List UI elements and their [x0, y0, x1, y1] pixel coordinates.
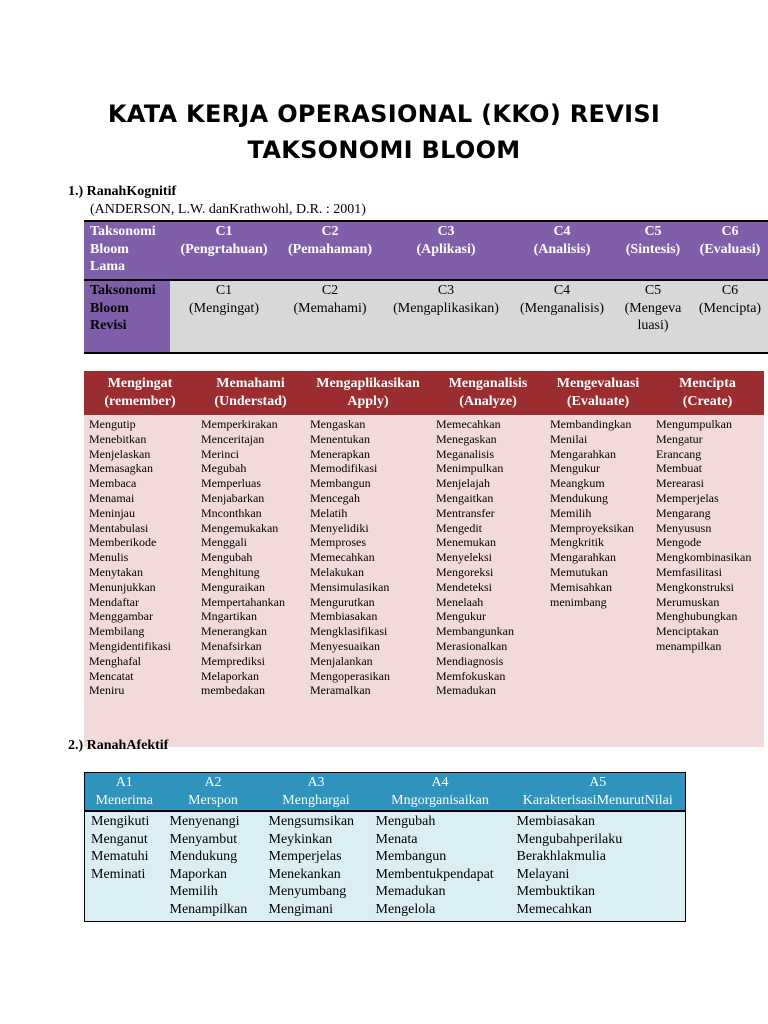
- list-item: Mengaskan: [310, 417, 366, 431]
- list-item: Menjalankan: [310, 653, 373, 668]
- list-item: menampilkan: [656, 638, 722, 653]
- list-item: Menghubungkan: [656, 609, 738, 624]
- revised-c6-cell: C6 (Mencipta): [692, 280, 768, 353]
- column-header-mencipta: Mencipta (Create): [651, 371, 764, 415]
- list-item: Berakhlakmulia: [516, 849, 606, 865]
- list-item: Menyambut: [169, 831, 238, 847]
- list-item: Menilai: [550, 431, 588, 446]
- section-2-heading: 2.) RanahAfektif: [68, 738, 169, 753]
- list-item: Memproyeksikan: [550, 520, 634, 535]
- list-item: Memadukan: [375, 884, 446, 900]
- list-item: Menyususn: [656, 520, 712, 535]
- section-1-citation: (ANDERSON, L.W. danKrathwohl, D.R. : 2001): [90, 202, 366, 217]
- list-item: Meangkum: [550, 476, 605, 491]
- list-item: Menerapkan: [310, 446, 370, 461]
- list-item: Melayani: [516, 866, 570, 882]
- list-item: Mengubah: [201, 550, 253, 565]
- revised-c5-cell: C5 (Mengeva luasi): [614, 280, 692, 353]
- list-item: Meninjau: [89, 505, 135, 520]
- list-item: Mengkritik: [550, 535, 604, 550]
- list-item: Megubah: [201, 461, 247, 476]
- list-item: Menemukan: [436, 535, 496, 550]
- list-item: Mengsumsikan: [268, 814, 355, 829]
- list-item: Mnconthkan: [201, 505, 262, 520]
- title-line-2: TAKSONOMI BLOOM: [247, 136, 521, 164]
- list-item: Mengatur: [656, 431, 703, 446]
- list-item: Mengoperasikan: [310, 668, 390, 683]
- list-item: Memperjelas: [268, 849, 342, 865]
- list-item: Memasagkan: [89, 461, 153, 476]
- column-header-a5: A5 KarakterisasiMenurutNilai: [511, 773, 686, 812]
- revised-c4-cell: C4 (Menganalisis): [510, 280, 614, 353]
- list-item: Memilih: [169, 884, 218, 900]
- list-item: Memperluas: [201, 476, 261, 491]
- list-item: Menyenangi: [169, 814, 240, 829]
- list-item: Mengarang: [656, 505, 711, 520]
- list-item: Mengarahkan: [550, 550, 616, 565]
- verb-list-a3: [263, 811, 370, 921]
- list-item: Mengikuti: [91, 814, 150, 829]
- column-header-a3: A3 Menghargai: [263, 773, 370, 812]
- list-item: Mengklasifikasi: [310, 624, 388, 639]
- table-row: [84, 221, 768, 280]
- list-item: Merasionalkan: [436, 638, 508, 653]
- list-item: Melatih: [310, 505, 348, 520]
- table-row: [85, 811, 686, 921]
- list-item: Meykinkan: [268, 831, 333, 847]
- list-item: Menampilkan: [169, 901, 248, 917]
- list-item: Memutukan: [550, 564, 608, 579]
- verb-list-a1: [85, 811, 164, 921]
- revised-c2-cell: C2 (Memahami): [278, 280, 382, 353]
- list-item: Membaca: [89, 476, 137, 491]
- taxonomy-comparison-table: [84, 220, 768, 354]
- list-item: Mengukur: [550, 461, 600, 476]
- list-item: Meniru: [89, 683, 125, 698]
- list-item: Memprediksi: [201, 653, 265, 668]
- list-item: Menciptakan: [656, 624, 719, 639]
- title-line-1: KATA KERJA OPERASIONAL (KKO) REVISI: [107, 100, 661, 128]
- list-item: Menentukan: [310, 431, 370, 446]
- list-item: Menafsirkan: [201, 638, 262, 653]
- column-header-mengingat: Mengingat (remember): [84, 371, 196, 415]
- old-c5-cell: C5 (Sintesis): [614, 221, 692, 280]
- list-item: Mencatat: [89, 668, 134, 683]
- list-item: Mengelola: [375, 901, 436, 917]
- list-item: Menelaah: [436, 594, 484, 609]
- affective-verbs-table: [84, 772, 686, 922]
- old-c3-cell: C3 (Aplikasi): [382, 221, 510, 280]
- list-item: Menata: [375, 831, 418, 847]
- old-c1-cell: C1 (Pengrtahuan): [170, 221, 278, 280]
- list-item: Memadukan: [436, 683, 496, 698]
- list-item: Memfasilitasi: [656, 564, 722, 579]
- list-item: Menjabarkan: [201, 490, 265, 505]
- list-item: Menceritajan: [201, 431, 265, 446]
- verb-list-mencipta: [651, 415, 764, 747]
- row-header-revised: Taksonomi Bloom Revisi: [84, 280, 170, 353]
- list-item: Mengutip: [89, 417, 136, 431]
- list-item: Memecahkan: [310, 550, 375, 565]
- list-item: Memperjelas: [656, 490, 719, 505]
- list-item: Memecahkan: [436, 417, 501, 431]
- list-item: Mengkombinasikan: [656, 550, 752, 565]
- list-item: Menyeleksi: [436, 550, 492, 565]
- list-item: Meramalkan: [310, 683, 371, 698]
- list-item: Membandingkan: [550, 417, 632, 431]
- list-item: Mengarahkan: [550, 446, 616, 461]
- list-item: Membangun: [310, 476, 371, 491]
- list-item: Mengumpulkan: [656, 417, 732, 431]
- table-header-row: [85, 773, 686, 812]
- column-header-a2: A2 Merspon: [164, 773, 263, 812]
- list-item: Menguraikan: [201, 579, 265, 594]
- list-item: Mendukung: [169, 849, 238, 865]
- list-item: Mempertahankan: [201, 594, 285, 609]
- list-item: Memisahkan: [550, 579, 612, 594]
- list-item: membedakan: [201, 683, 265, 698]
- list-item: Memproses: [310, 535, 366, 550]
- list-item: Membentukpendapat: [375, 866, 494, 882]
- list-item: Menimpulkan: [436, 461, 504, 476]
- list-item: Menekankan: [268, 866, 341, 882]
- list-item: Melaporkan: [201, 668, 259, 683]
- list-item: Membuktikan: [516, 884, 596, 900]
- list-item: Mngartikan: [201, 609, 257, 624]
- list-item: Merumuskan: [656, 594, 720, 609]
- column-header-memahami: Memahami (Understad): [196, 371, 305, 415]
- table-row: [84, 415, 764, 747]
- list-item: Membiasakan: [516, 814, 596, 829]
- list-item: Mengidentifikasi: [89, 638, 171, 653]
- list-item: Mentabulasi: [89, 520, 149, 535]
- list-item: Meminati: [91, 866, 146, 882]
- list-item: Memberikode: [89, 535, 157, 550]
- list-item: Mencegah: [310, 490, 360, 505]
- list-item: Memilih: [550, 505, 592, 520]
- old-c4-cell: C4 (Analisis): [510, 221, 614, 280]
- list-item: Membiasakan: [310, 609, 378, 624]
- list-item: Erancang: [656, 446, 702, 461]
- list-item: Menyesuaikan: [310, 638, 380, 653]
- table-header-row: [84, 371, 764, 415]
- list-item: Menytakan: [89, 564, 143, 579]
- column-header-mengevaluasi: Mengevaluasi (Evaluate): [545, 371, 651, 415]
- list-item: Merinci: [201, 446, 239, 461]
- column-header-mengaplikasikan: Mengaplikasikan Apply): [305, 371, 431, 415]
- verb-list-a5: [511, 811, 686, 921]
- list-item: Mengedit: [436, 520, 482, 535]
- list-item: Menggambar: [89, 609, 153, 624]
- list-item: Mendukung: [550, 490, 608, 505]
- revised-c1-cell: C1 (Mengingat): [170, 280, 278, 353]
- list-item: Merearasi: [656, 476, 704, 491]
- verb-list-memahami: [196, 415, 305, 747]
- list-item: Mendeteksi: [436, 579, 492, 594]
- old-c6-cell: C6 (Evaluasi): [692, 221, 768, 280]
- list-item: Menulis: [89, 550, 129, 565]
- list-item: Menghitung: [201, 564, 260, 579]
- verb-list-mengevaluasi: [545, 415, 651, 747]
- list-item: Mengubahperilaku: [516, 831, 623, 847]
- column-header-menganalisis: Menganalisis (Analyze): [431, 371, 545, 415]
- list-item: Memfokuskan: [436, 668, 506, 683]
- list-item: Menerangkan: [201, 624, 267, 639]
- old-c2-cell: C2 (Pemahaman): [278, 221, 382, 280]
- list-item: Menamai: [89, 490, 135, 505]
- row-header-old: Taksonomi Bloom Lama: [84, 221, 170, 280]
- verb-list-menganalisis: [431, 415, 545, 747]
- list-item: Mendaftar: [89, 594, 139, 609]
- list-item: Membangun: [375, 849, 447, 865]
- list-item: Mengoreksi: [436, 564, 494, 579]
- verb-list-mengingat: [84, 415, 196, 747]
- list-item: Memperkirakan: [201, 417, 278, 431]
- list-item: Meganalisis: [436, 446, 494, 461]
- list-item: Mengode: [656, 535, 702, 550]
- list-item: Membuat: [656, 461, 702, 476]
- list-item: Menebitkan: [89, 431, 147, 446]
- list-item: Mengkonstruksi: [656, 579, 734, 594]
- verb-list-a4: [370, 811, 511, 921]
- list-item: Mengemukakan: [201, 520, 279, 535]
- list-item: Menyelidiki: [310, 520, 369, 535]
- list-item: Menganut: [91, 831, 148, 847]
- list-item: Menyumbang: [268, 884, 347, 900]
- list-item: Memodifikasi: [310, 461, 378, 476]
- list-item: Mengubah: [375, 814, 436, 829]
- list-item: Melakukan: [310, 564, 364, 579]
- list-item: menimbang: [550, 594, 607, 609]
- list-item: Menjelajah: [436, 476, 490, 491]
- table-row: [84, 280, 768, 353]
- list-item: Menghafal: [89, 653, 141, 668]
- list-item: Maporkan: [169, 866, 228, 882]
- section-1-heading: 1.) RanahKognitif: [68, 184, 177, 199]
- column-header-a4: A4 Mngorganisaikan: [370, 773, 511, 812]
- list-item: Menunjukkan: [89, 579, 156, 594]
- list-item: Mengaitkan: [436, 490, 494, 505]
- list-item: Mendiagnosis: [436, 653, 504, 668]
- revised-c3-cell: C3 (Mengaplikasikan): [382, 280, 510, 353]
- list-item: Mengimani: [268, 901, 334, 917]
- list-item: Mematuhi: [91, 849, 149, 865]
- cognitive-verbs-table: [84, 371, 764, 747]
- list-item: Menegaskan: [436, 431, 497, 446]
- column-header-a1: A1 Menerima: [85, 773, 164, 812]
- list-item: Mentransfer: [436, 505, 495, 520]
- list-item: Membilang: [89, 624, 145, 639]
- verb-list-a2: [164, 811, 263, 921]
- list-item: Memecahkan: [516, 901, 592, 917]
- verb-list-mengaplikasikan: [305, 415, 431, 747]
- list-item: Mensimulasikan: [310, 579, 390, 594]
- list-item: Mengurutkan: [310, 594, 375, 609]
- list-item: Membangunkan: [436, 624, 514, 639]
- list-item: Menjelaskan: [89, 446, 151, 461]
- list-item: Menggali: [201, 535, 247, 550]
- page-title: [60, 96, 708, 168]
- list-item: Mengukur: [436, 609, 486, 624]
